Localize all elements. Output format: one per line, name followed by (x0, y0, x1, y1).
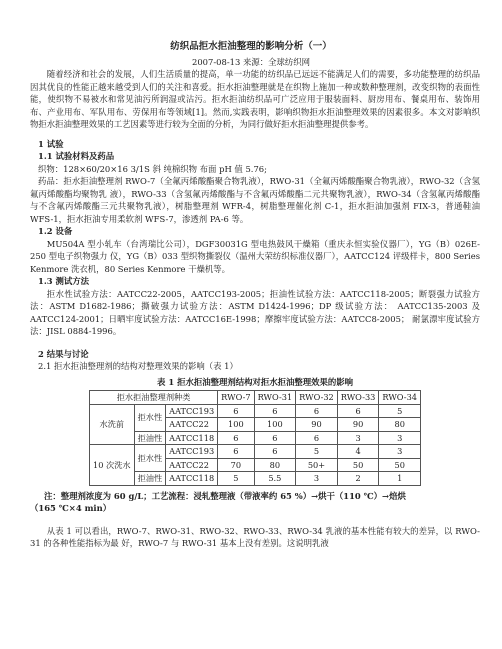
value-cell: 5 (296, 445, 338, 459)
conclusion-paragraph: 从表 1 可以看出，RWO-7、RWO-31、RWO-32、RWO-33、RWO-34 乳液的基本性能有较大的差异，以 RWO-31 的各种性能指标为最 好，RWO-7 与 RWO-31 基本上没有差别。这说明乳液 (30, 525, 480, 548)
value-cell: 3 (296, 472, 338, 486)
value-cell: 6 (254, 431, 296, 445)
section-1-3-heading: 1.3 测试方法 (38, 276, 89, 286)
group-label: 10 次洗水 (90, 445, 135, 486)
value-cell: 50 (337, 458, 379, 472)
article-meta: 2007-08-13 来源：全球纺织网 (192, 57, 310, 67)
table-header-row (90, 391, 421, 405)
value-cell: 5 (218, 472, 254, 486)
article-title: 纺织品拒水拒油整理的影响分析（一） (170, 41, 332, 52)
value-cell: 90 (296, 418, 338, 432)
section-1-1-heading: 1.1 试验材料及药品 (38, 151, 115, 161)
method-cell: AATCC118 (166, 472, 218, 486)
value-cell: 3 (379, 431, 421, 445)
section-2-1-heading: 2.1 拒水拒油整理剂的结构对整理效果的影响（表 1） (38, 361, 238, 371)
section-2-heading: 2 结果与讨论 (38, 348, 89, 359)
methods-paragraph: 拒水性试验方法：AATCC22-2005，AATCC193-2005；拒油性试验方法：AATCC118-2005；断裂强力试验方法：ASTM D1682-1986；撕破强力试验方法：ASTM D1424-1996；DP 级试验方法： AATCC135-2003 及 AATCC124-2001；日晒牢度试验方法：AATCC16E-1998；摩擦牢度试验方法：AATCC8-2005； 耐氯漂牢度试验方法：JISL 0884-1996。 (30, 288, 480, 336)
table-row (90, 445, 421, 459)
method-cell: AATCC22 (166, 458, 218, 472)
fabric-paragraph: 织物：128×60/20×16 3/1S 斜 纯棉织物 布面 pH 值 5.76; (38, 163, 267, 174)
group-label: 水洗前 (90, 404, 135, 445)
value-cell: 50 (379, 458, 421, 472)
property-cell: 拒油性 (134, 472, 166, 486)
value-cell: 90 (337, 418, 379, 432)
table-note: 注：整理剂浓度为 60 g/L；工艺流程：浸轧整理液（带液率约 65 %）→烘干（110 ℃）→焙烘 (44, 490, 406, 501)
section-1-heading: 1 试验 (38, 138, 64, 149)
value-cell: 80 (254, 458, 296, 472)
value-cell: 6 (254, 445, 296, 459)
column-header: RWO-34 (379, 391, 421, 405)
method-cell: AATCC193 (166, 404, 218, 418)
property-cell: 拒水性 (134, 404, 166, 431)
value-cell: 3 (379, 445, 421, 459)
value-cell: 1 (379, 472, 421, 486)
equipment-paragraph: MU504A 型小轧车（台湾瑞比公司），DGF30031G 型电热鼓风干燥箱（重庆永恒实验仪器厂），YG（B）026E-250 型电子织物强力 仪，YG（B）033 型织物撕裂仪（温州大荣纺织标准仪器厂），AATCC124 评级样卡，800 Series Kenmore 洗衣机，80 Series Kenmore 干燥机等。 (30, 238, 480, 274)
value-cell: 6 (218, 431, 254, 445)
value-cell: 2 (337, 472, 379, 486)
table-note-continued: （165 ℃×4 min） (30, 503, 112, 513)
method-cell: AATCC118 (166, 431, 218, 445)
value-cell: 3 (337, 431, 379, 445)
section-1-2-heading: 1.2 设备 (38, 226, 73, 236)
table-caption: 表 1 拒水拒油整理剂结构对拒水拒油整理效果的影响 (157, 376, 353, 387)
intro-paragraph: 随着经济和社会的发展，人们生活质量的提高，单一功能的纺织品已远远不能满足人们的需要，多功能整理的纺织品因其优良的性能正越来越受到人们的关注和喜爱。拒水拒油整理就是在织物上施加一种或数种整理剂，改变织物的表面性能，使织物不易被水和常见油污所润湿或沾污。拒水拒油纺织品可广泛应用于服装面料、厨房用布、餐桌用布、装饰用布、产业用布、军队用布、劳保用布等领域[1]。然而,实践表明，影响织物拒水拒油整理效果的因素很多。本文对影响织物拒水拒油整理效果的工艺因素等进行较为全面的分析，为同行做好拒水拒油整理提供参考。 (30, 69, 480, 129)
column-header: RWO-31 (254, 391, 296, 405)
results-table (89, 390, 421, 486)
value-cell: 6 (337, 404, 379, 418)
property-cell: 拒油性 (134, 431, 166, 445)
method-cell: AATCC22 (166, 418, 218, 432)
value-cell: 6 (218, 445, 254, 459)
value-cell: 5 (379, 404, 421, 418)
value-cell: 5.5 (254, 472, 296, 486)
chemicals-paragraph: 药品：拒水拒油整理剂 RWO-7（全氟丙烯酸酯聚合物乳液），RWO-31（全氟丙烯酸酯聚合物乳液），RWO-32（含氢氟丙烯酸酯均聚物乳 液），RWO-33（含氢氟丙烯酸酯与不含氟丙烯酸酯二元共聚物乳液），RWO-34（含氢氟丙烯酸酯与不含氟丙烯酸酯三元共聚物乳液），树脂整理剂 WFR-4，树脂整理催化剂 C-1，拒水拒油加强剂 FIX-3，普通鞋油 WFS-1，拒水拒油专用柔软剂 WFS-7，渗透剂 PA-6 等。 (30, 176, 480, 224)
table-row (90, 431, 421, 445)
article-body (30, 68, 480, 550)
column-header: RWO-33 (337, 391, 379, 405)
table-row (90, 404, 421, 418)
value-cell: 4 (337, 445, 379, 459)
table-row (90, 472, 421, 486)
value-cell: 100 (218, 418, 254, 432)
header-label: 拒水拒油整理剂种类 (90, 391, 218, 405)
value-cell: 80 (379, 418, 421, 432)
value-cell: 6 (218, 404, 254, 418)
value-cell: 6 (254, 404, 296, 418)
property-cell: 拒水性 (134, 445, 166, 472)
value-cell: 6 (296, 431, 338, 445)
value-cell: 50+ (296, 458, 338, 472)
column-header: RWO-7 (218, 391, 254, 405)
value-cell: 70 (218, 458, 254, 472)
value-cell: 100 (254, 418, 296, 432)
value-cell: 6 (296, 404, 338, 418)
method-cell: AATCC193 (166, 445, 218, 459)
column-header: RWO-32 (296, 391, 338, 405)
